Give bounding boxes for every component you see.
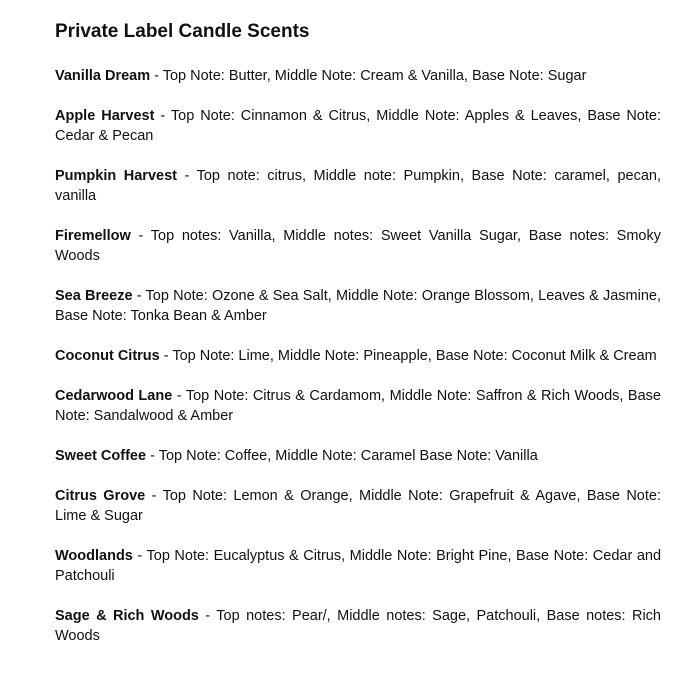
scent-entry-coconut-citrus bbox=[55, 346, 661, 366]
scent-entry-sweet-coffee bbox=[55, 446, 661, 466]
scent-notes: Top Note: Cinnamon & Citrus, Middle Note: Apples & Leaves, Base Note: Cedar & Pecan bbox=[55, 108, 661, 144]
separator: - bbox=[132, 548, 147, 564]
scent-entry-pumpkin-harvest bbox=[55, 166, 661, 206]
scent-notes: Top Note: Citrus & Cardamom, Middle Note: Saffron & Rich Woods, Base Note: Sandalwood & Amber bbox=[55, 388, 661, 424]
scent-name: Apple Harvest bbox=[55, 108, 155, 124]
scent-notes: Top notes: Pear/, Middle notes: Sage, Patchouli, Base notes: Rich Woods bbox=[55, 608, 661, 644]
scent-name: Coconut Citrus bbox=[55, 348, 160, 364]
scent-name: Pumpkin Harvest bbox=[55, 168, 177, 184]
scent-name: Woodlands bbox=[55, 548, 133, 564]
scent-entry-firemellow bbox=[55, 226, 661, 266]
separator: - bbox=[145, 488, 163, 504]
scent-name: Vanilla Dream bbox=[55, 68, 151, 84]
scent-notes: Top Note: Eucalyptus & Citrus, Middle Note: Bright Pine, Base Note: Cedar and Patchouli bbox=[55, 548, 662, 584]
scent-name: Citrus Grove bbox=[55, 488, 146, 504]
separator: - bbox=[154, 108, 171, 124]
page-title: Private Label Candle Scents bbox=[55, 21, 310, 42]
scent-entry-sage-rich-woods bbox=[55, 606, 661, 646]
scent-notes: Top Note: Coffee, Middle Note: Caramel Base Note: Vanilla bbox=[158, 448, 538, 464]
separator: - bbox=[198, 608, 217, 624]
separator: - bbox=[172, 388, 186, 404]
scent-name: Firemellow bbox=[55, 228, 131, 244]
scent-entry-citrus-grove bbox=[55, 486, 661, 526]
scent-name: Sweet Coffee bbox=[55, 448, 147, 464]
document bbox=[55, 20, 661, 666]
separator: - bbox=[159, 348, 173, 364]
scent-entry-vanilla-dream bbox=[55, 66, 661, 86]
separator: - bbox=[132, 288, 146, 304]
scent-name: Sea Breeze bbox=[55, 288, 133, 304]
scent-entry-sea-breeze bbox=[55, 286, 661, 326]
scent-notes: Top notes: Vanilla, Middle notes: Sweet Vanilla Sugar, Base notes: Smoky Woods bbox=[55, 228, 661, 264]
separator: - bbox=[146, 448, 159, 464]
scent-entry-apple-harvest bbox=[55, 106, 661, 146]
scent-entry-woodlands bbox=[55, 546, 661, 586]
scent-entry-cedarwood-lane bbox=[55, 386, 661, 426]
scent-notes: Top Note: Lime, Middle Note: Pineapple, Base Note: Coconut Milk & Cream bbox=[172, 348, 657, 364]
scent-notes: Top Note: Ozone & Sea Salt, Middle Note: Orange Blossom, Leaves & Jasmine, Base Note: Tonka Bean & Amber bbox=[55, 288, 661, 324]
separator: - bbox=[176, 168, 197, 184]
scent-notes: Top note: citrus, Middle note: Pumpkin, Base Note: caramel, pecan, vanilla bbox=[55, 168, 661, 204]
scent-notes: Top Note: Lemon & Orange, Middle Note: Grapefruit & Agave, Base Note: Lime & Sugar bbox=[55, 488, 661, 524]
separator: - bbox=[150, 68, 163, 84]
separator: - bbox=[130, 228, 151, 244]
scent-notes: Top Note: Butter, Middle Note: Cream & Vanilla, Base Note: Sugar bbox=[162, 68, 587, 84]
scent-name: Cedarwood Lane bbox=[55, 388, 173, 404]
scent-name: Sage & Rich Woods bbox=[55, 608, 199, 624]
